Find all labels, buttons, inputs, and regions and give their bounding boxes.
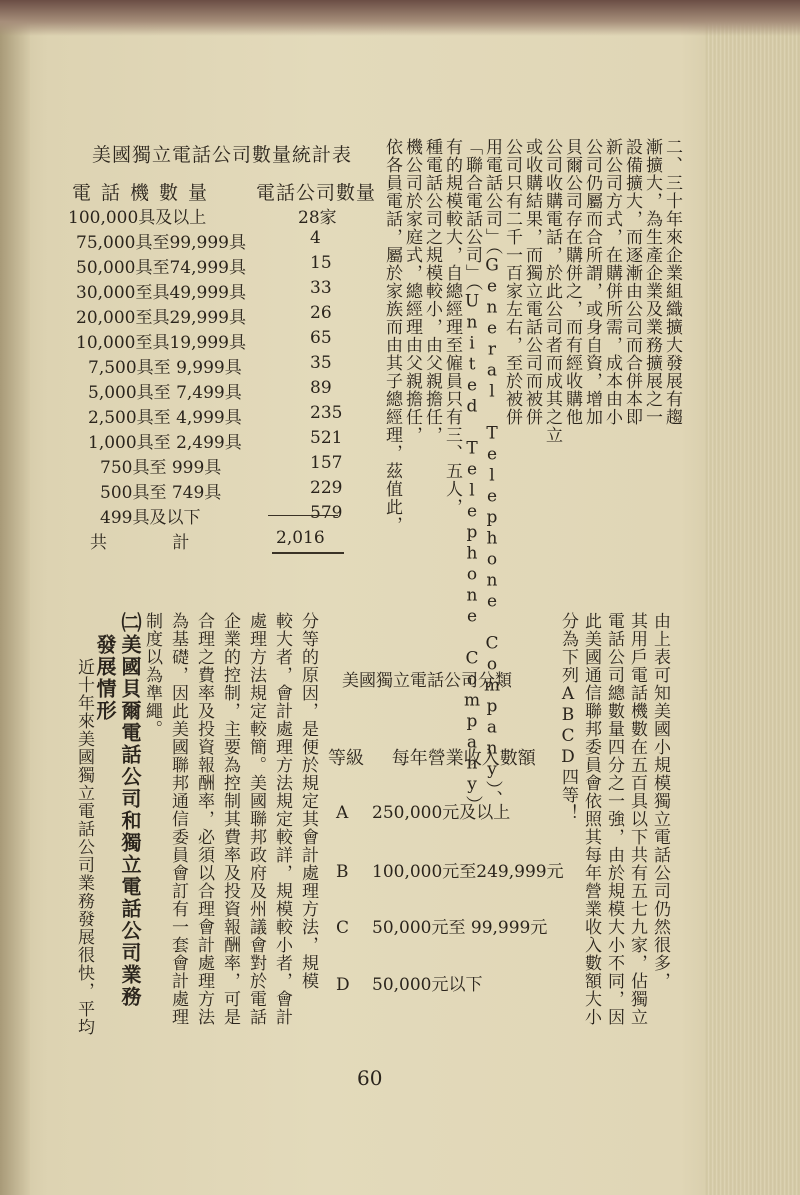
classification-header <box>328 744 558 770</box>
row-range: 20,000至具29,999具 <box>76 308 246 328</box>
row-range: 499具及以下 <box>100 508 201 528</box>
row-grade: C <box>336 918 350 938</box>
section-body-line: 近十年來美國獨立電話公司業務發展很快，平均 <box>74 658 94 1036</box>
row-range: 1,000具至 2,499具 <box>88 433 242 453</box>
text-column: 用電話公司」（General Telephone Company）、 <box>482 138 502 808</box>
text-column: 分等的原因，是便於規定其會計處理方法，規模 <box>298 612 318 990</box>
row-range: 30,000至具49,999具 <box>76 283 246 303</box>
row-count: 521 <box>310 428 343 448</box>
text-column: 「聯合電話公司」（United Telephone Company） <box>462 138 482 814</box>
row-count: 33 <box>310 278 332 298</box>
text-column: 貝爾公司存在購併之，而有經收購他 <box>562 138 582 426</box>
sum-double-rule <box>272 552 344 554</box>
text-column: 制度以為準繩。 <box>142 612 162 738</box>
table-row <box>68 403 368 428</box>
table-row <box>68 378 368 403</box>
row-grade: D <box>336 975 350 995</box>
text-column: 由上表可知美國小規模獨立電話公司仍然很多， <box>650 612 670 990</box>
text-column: 漸擴大，為生產企業及業務擴展之一 <box>642 138 662 426</box>
row-revenue: 50,000元以下 <box>372 975 483 995</box>
table-header-count: 電話公司數量 <box>256 182 377 204</box>
text-column: 二、三十年來企業組織擴大發展有趨 <box>662 138 682 426</box>
table-header-range: 電話機數量 <box>72 182 218 204</box>
row-range: 100,000具及以上 <box>68 208 207 228</box>
row-count: 157 <box>310 453 343 473</box>
total-value: 2,016 <box>276 528 325 548</box>
text-column: 企業的控制，主要為控制其費率及投資報酬率，可是 <box>220 612 240 1026</box>
text-column: 為基礎，因此美國聯邦通信委員會訂有一套會計處理 <box>168 612 188 1026</box>
row-range: 750具至 999具 <box>100 458 222 478</box>
classification-title: 美國獨立電話公司分類 <box>342 671 512 691</box>
table-row <box>68 428 368 453</box>
book-spine-shadow <box>0 0 30 1195</box>
sum-rule <box>268 515 338 516</box>
classification-row <box>336 970 482 995</box>
text-column: 設備擴大，而逐漸由公司而合併本即 <box>622 138 642 426</box>
row-count: 4 <box>310 228 321 248</box>
text-column: 合理之費率及投資報酬率，必須以合理會計處理方法 <box>194 612 214 1026</box>
text-column: 機公司於家庭式，總經理由父親擔任， <box>402 138 422 444</box>
table-row <box>68 353 368 378</box>
text-column: 電話公司總數量四分之一強，由於規模大小不同，因 <box>604 612 624 1026</box>
col-grade: 等級 <box>328 748 364 769</box>
text-column: 依各員電話，屬於家族而由其子總經理，茲值此， <box>382 138 402 534</box>
table-total-row <box>68 528 368 553</box>
table-row <box>68 328 368 353</box>
section-heading-line1: ㈡美國貝爾電話公司和獨立電話公司業務 <box>118 612 142 1008</box>
table-row <box>68 453 368 478</box>
classification-row <box>336 857 564 882</box>
row-range: 50,000具至74,999具 <box>76 258 246 278</box>
table-row <box>68 303 368 328</box>
row-range: 75,000具至99,999具 <box>76 233 246 253</box>
text-column: 有的規模較大，自總經理至僱員只有三、五人， <box>442 138 462 516</box>
text-column: 此美國通信聯邦委員會依照其每年營業收入數額大小 <box>581 612 601 1026</box>
row-count: 89 <box>310 378 332 398</box>
classification-row <box>336 798 510 823</box>
text-column: 分為下列ABCD四等！ <box>558 612 578 822</box>
row-count: 15 <box>310 253 332 273</box>
text-column: 較大者，會計處理方法規定較詳，規模較小者，會計 <box>272 612 292 1026</box>
text-column: 公司仍屬而合所謂，或身自資，增加 <box>582 138 602 426</box>
table-title: 美國獨立電話公司數量統計表 <box>92 144 353 166</box>
text-column: 或收購結果，而獨立電話公司而被併 <box>522 138 542 426</box>
text-column: 公司收購電話，於此公司者而成其之立 <box>542 138 562 444</box>
row-range: 2,500具至 4,999具 <box>88 408 242 428</box>
row-grade: B <box>336 862 349 882</box>
table-row <box>68 228 368 253</box>
row-count: 35 <box>310 353 332 373</box>
text-column: 其用戶電話機數在五百具以下共有五七九家，佔獨立 <box>627 612 647 1026</box>
row-count: 229 <box>310 478 343 498</box>
table-row <box>68 278 368 303</box>
col-revenue: 每年營業收入數額 <box>391 748 536 769</box>
section-heading-line2: 發展情形 <box>93 634 117 722</box>
row-count: 65 <box>310 328 332 348</box>
table-row <box>68 253 368 278</box>
text-column: 種電話公司之規模較小，由父親擔任， <box>422 138 442 444</box>
row-range: 500具至 749具 <box>100 483 222 503</box>
row-revenue: 250,000元及以上 <box>372 803 511 823</box>
page-number: 60 <box>357 1066 383 1090</box>
total-label: 共 計 <box>90 533 220 553</box>
row-count: 235 <box>310 403 343 423</box>
text-column: 公司只有二千一百家左右，至於被併 <box>502 138 522 426</box>
row-revenue: 100,000元至249,999元 <box>372 862 564 882</box>
row-revenue: 50,000元至 99,999元 <box>372 918 548 938</box>
row-count: 26 <box>310 303 332 323</box>
row-grade: A <box>336 803 349 823</box>
page-edges <box>705 0 800 1195</box>
table-row <box>68 203 368 228</box>
book-cover-edge <box>0 0 800 36</box>
row-range: 5,000具至 7,499具 <box>88 383 242 403</box>
row-range: 10,000至具19,999具 <box>76 333 246 353</box>
classification-row <box>336 913 547 938</box>
row-count: 579 <box>310 503 343 523</box>
row-count: 28家 <box>298 208 337 228</box>
text-column: 新公司方式，在購併所需，成本由小 <box>602 138 622 426</box>
table-row <box>68 478 368 503</box>
text-column: 處理方法規定較簡。美國聯邦政府及州議會對於電話 <box>246 612 266 1026</box>
row-range: 7,500具至 9,999具 <box>88 358 242 378</box>
